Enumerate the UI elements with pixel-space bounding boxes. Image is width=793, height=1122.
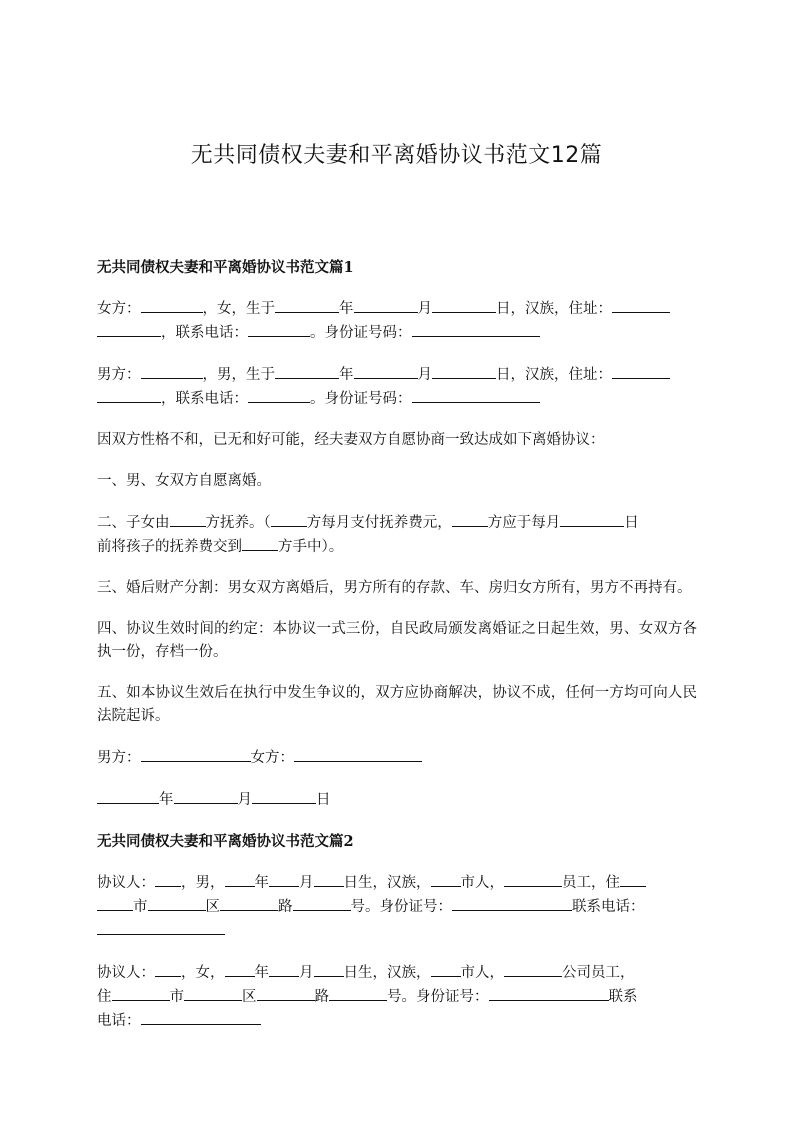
blank-field: [612, 363, 670, 379]
clause-4: 四、协议生效时间的约定：本协议一式三份，自民政局颁发离婚证之日起生效，男、女双方各执一份，存档一份。: [97, 621, 697, 660]
blank-field: [432, 363, 496, 379]
date-line: 年 月 日: [97, 788, 697, 812]
blank-field: [314, 961, 344, 977]
blank-field: [155, 871, 181, 887]
blank-field: [225, 961, 255, 977]
document-title: 无共同债权夫妻和平离婚协议书范文12篇: [190, 143, 603, 168]
blank-field: [504, 961, 562, 977]
blank-field: [412, 321, 540, 337]
blank-field: [275, 363, 339, 379]
blank-field: [612, 297, 670, 313]
party-1-paragraph: 协议人： ，男， 年 月 日生，汉族， 市人， 员工，住 市 区 路 号。身份证号： 联系电话：: [97, 871, 697, 943]
clause-1: 一、男、女双方自愿离婚。: [97, 473, 271, 489]
blank-field: [155, 961, 181, 977]
blank-field: [97, 919, 225, 935]
blank-field: [220, 895, 278, 911]
section-heading-1: 无共同债权夫妻和平离婚协议书范文篇1: [97, 259, 354, 276]
blank-field: [248, 321, 310, 337]
blank-field: [432, 297, 496, 313]
blank-field: [242, 535, 278, 551]
blank-field: [141, 1009, 261, 1025]
intro-paragraph: 因双方性格不和，已无和好可能，经夫妻双方自愿协商一致达成如下离婚协议：: [97, 432, 605, 448]
blank-field: [293, 895, 351, 911]
blank-field: [452, 895, 572, 911]
blank-field: [314, 871, 344, 887]
clause-5: 五、如本协议生效后在执行中发生争议的，双方应协商解决，协议不成，任何一方均可向人民法院起诉。: [97, 685, 697, 724]
blank-field: [412, 387, 540, 403]
blank-field: [252, 788, 316, 804]
blank-field: [620, 871, 646, 887]
blank-field: [184, 985, 242, 1001]
blank-field: [248, 387, 310, 403]
blank-field: [452, 511, 488, 527]
blank-field: [97, 387, 161, 403]
blank-field: [431, 961, 461, 977]
blank-field: [97, 788, 159, 804]
blank-field: [174, 788, 238, 804]
blank-field: [354, 297, 418, 313]
wife-info-paragraph: 女方： ，女，生于 年 月 日，汉族，住址： ，联系电话： 。身份证号码：: [97, 297, 697, 345]
blank-field: [275, 297, 339, 313]
husband-info-paragraph: 男方： ，男，生于 年 月 日，汉族，住址： ，联系电话： 。身份证号码：: [97, 363, 697, 411]
blank-field: [354, 363, 418, 379]
blank-field: [294, 746, 422, 762]
section-heading-2: 无共同债权夫妻和平离婚协议书范文篇2: [97, 833, 354, 850]
signature-line: 男方： 女方：: [97, 746, 697, 770]
clause-2: 二、子女由 方抚养。（ 方每月支付抚养费元， 方应于每月 日 前将孩子的抚养费交到 方手中）。: [97, 511, 697, 559]
blank-field: [112, 985, 170, 1001]
blank-field: [560, 511, 624, 527]
blank-field: [225, 871, 255, 887]
blank-field: [141, 297, 203, 313]
blank-field: [97, 895, 133, 911]
blank-field: [170, 511, 206, 527]
blank-field: [269, 871, 299, 887]
blank-field: [141, 746, 251, 762]
blank-field: [269, 961, 299, 977]
blank-field: [97, 321, 161, 337]
blank-field: [141, 363, 203, 379]
blank-field: [329, 985, 387, 1001]
party-2-paragraph: 协议人： ，女， 年 月 日生，汉族， 市人， 公司员工， 住 市 区 路 号。身份证号： 联系 电话：: [97, 961, 697, 1033]
blank-field: [431, 871, 461, 887]
blank-field: [257, 985, 315, 1001]
blank-field: [504, 871, 562, 887]
blank-field: [489, 985, 609, 1001]
blank-field: [271, 511, 307, 527]
document-body: [97, 256, 697, 1051]
blank-field: [148, 895, 206, 911]
clause-3: 三、婚后财产分割：男女双方离婚后，男方所有的存款、车、房归女方所有，男方不再持有。: [97, 580, 692, 596]
